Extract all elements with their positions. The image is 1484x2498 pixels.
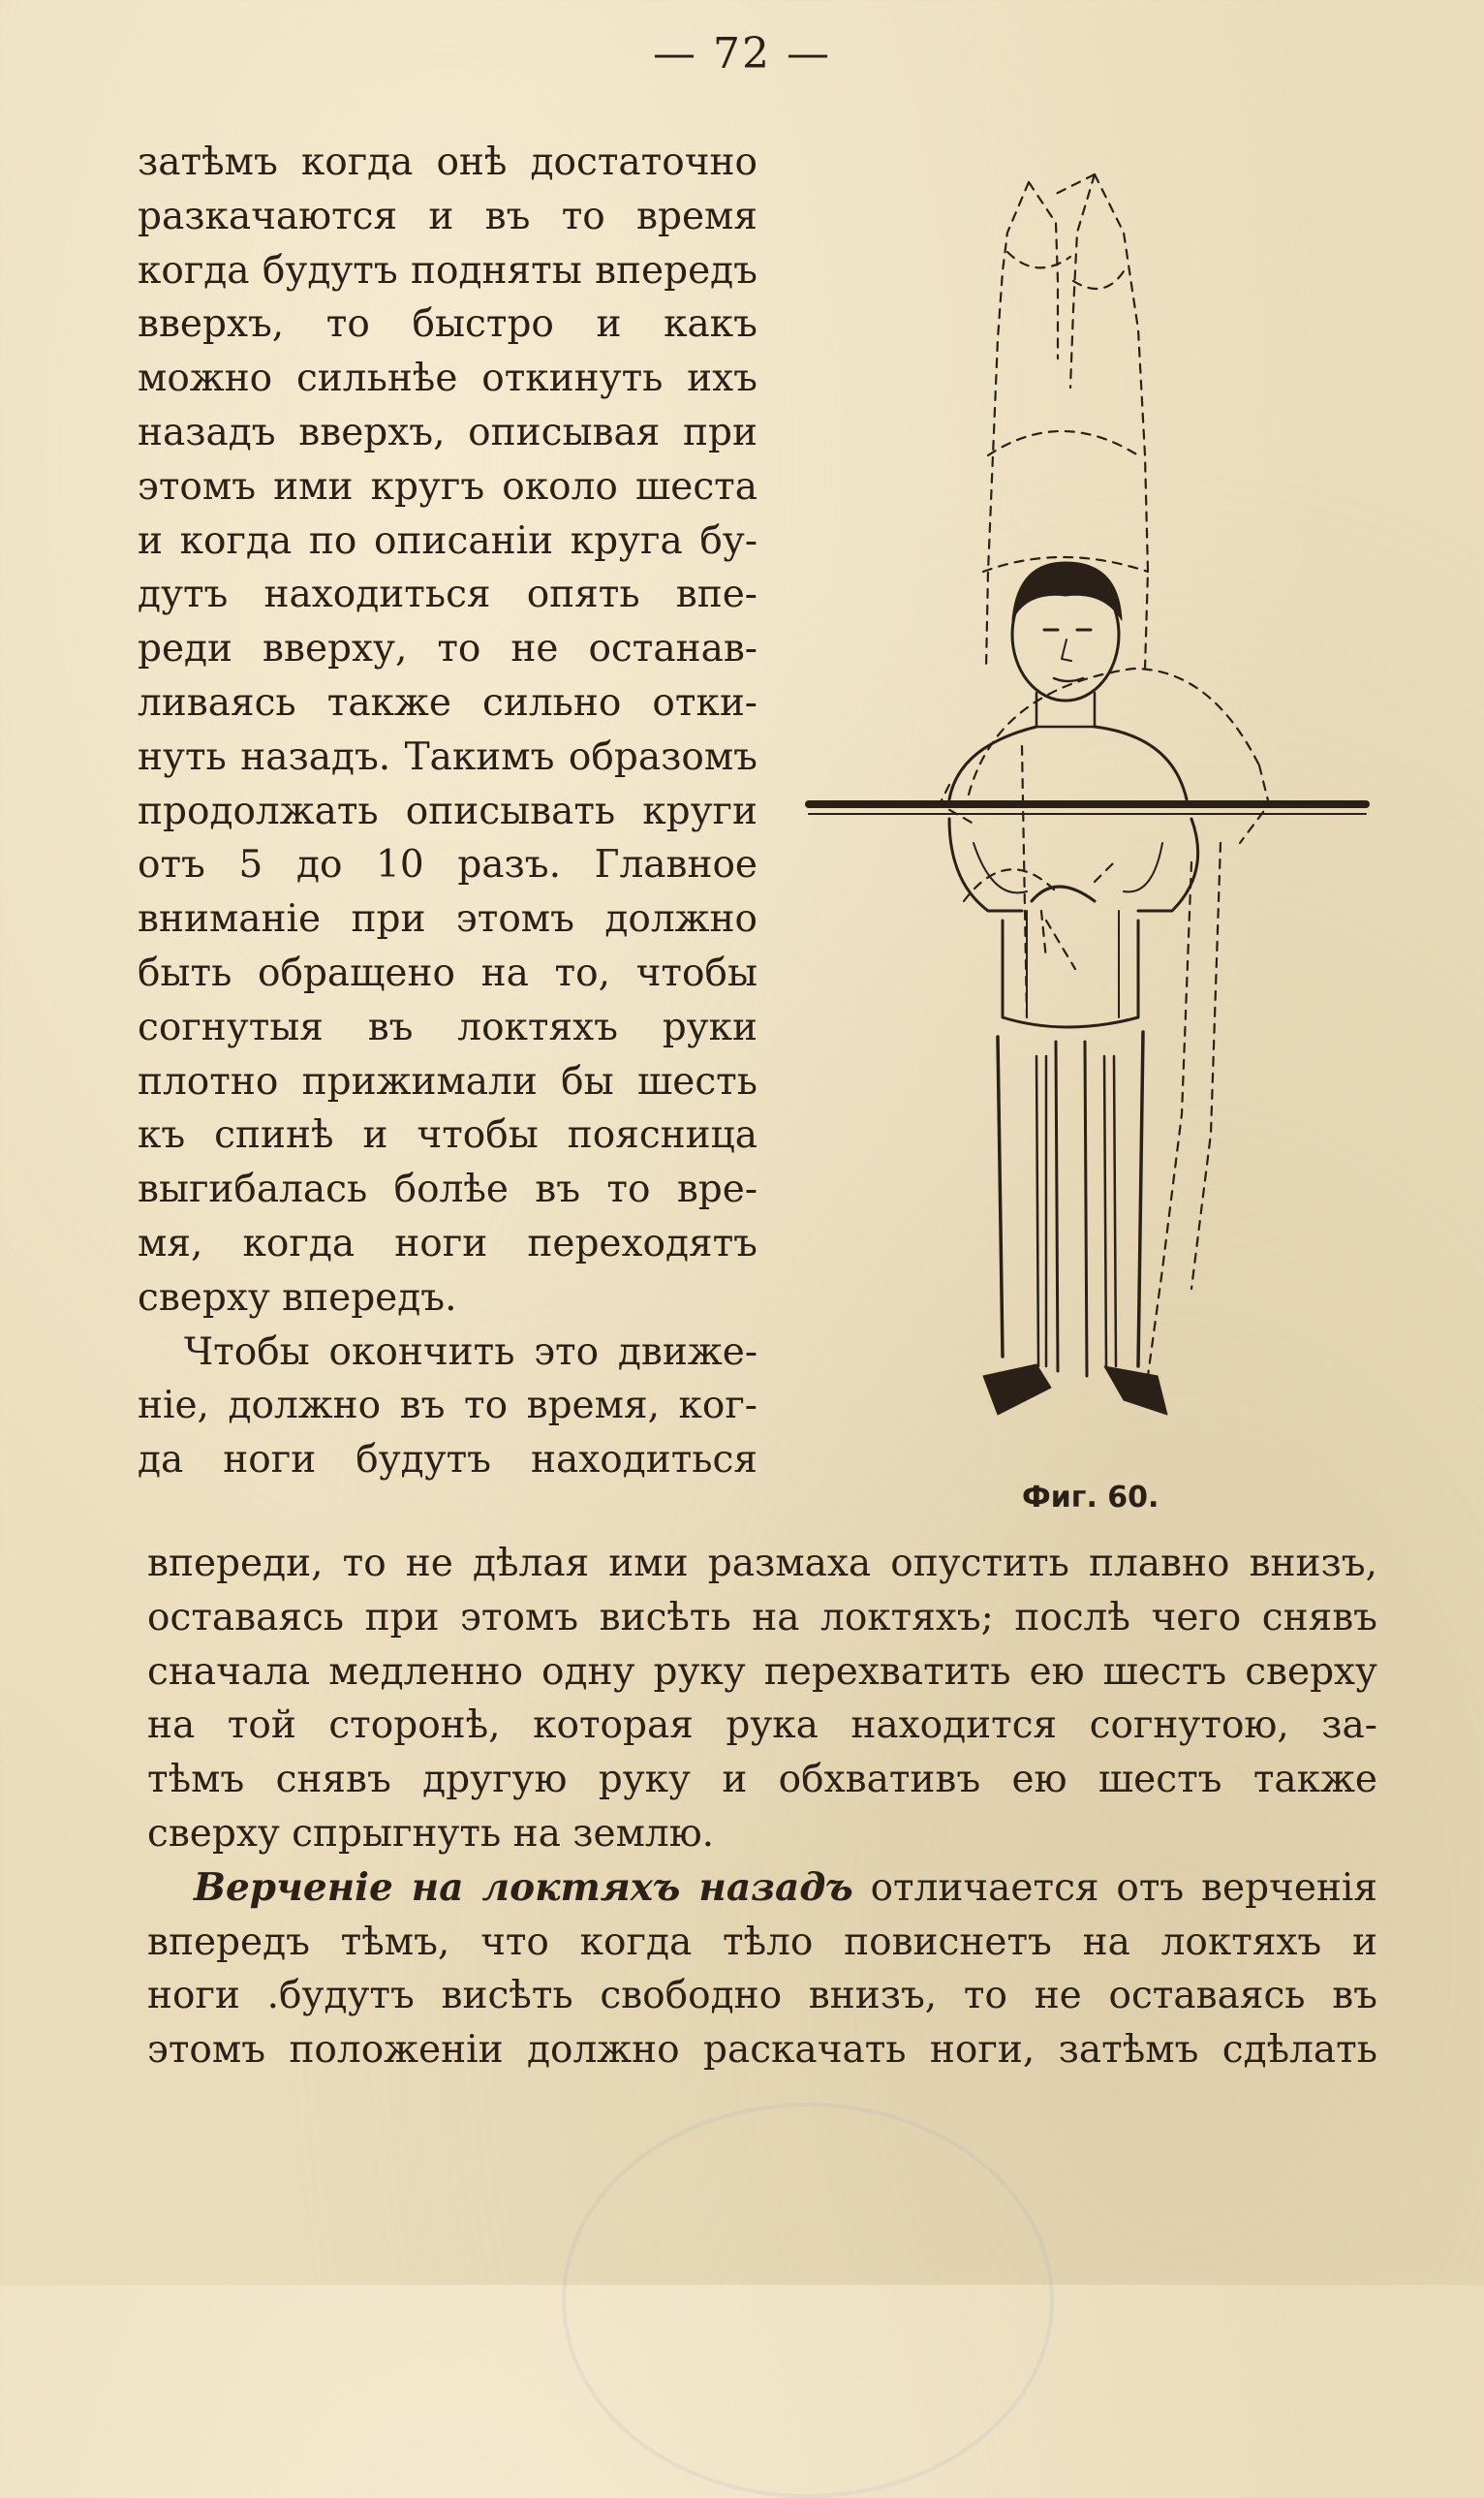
text-line: согнутыя въ локтяхъ руки: [138, 1005, 757, 1049]
text-line: отъ 5 до 10 разъ. Главное: [138, 843, 757, 888]
text-line: ливаясь также сильно отки-: [138, 680, 757, 725]
text-line: продолжать описывать круги: [138, 789, 757, 833]
full-width-text: [147, 1537, 1377, 2077]
text-line: Чтобы окончить это движе-: [184, 1329, 757, 1374]
text-line: выгибалась болѣе въ то вре-: [138, 1168, 757, 1212]
text-line: на той сторонѣ, которая рука находится согнутою, за-: [147, 1703, 1377, 1748]
text-line: ноги .будутъ висѣть свободно внизъ, то не оставаясь въ: [147, 1974, 1377, 2018]
text-line: нуть назадъ. Такимъ образомъ: [138, 734, 757, 779]
text-line: дутъ находиться опять впе-: [138, 573, 757, 617]
text-line: впередъ тѣмъ, что когда тѣло повиснетъ на локтяхъ и: [147, 1920, 1377, 1964]
text-line: мя, когда ноги переходятъ: [138, 1221, 757, 1265]
text-line: этомъ ими кругъ около шеста: [138, 464, 757, 509]
figure-caption: Фиг. 60.: [1022, 1481, 1159, 1514]
text-line: тѣмъ снявъ другую руку и обхвативъ ею шестъ также: [147, 1758, 1377, 1802]
figure-illustration: [804, 165, 1376, 1444]
text-line: реди вверху, то не останав-: [138, 627, 757, 671]
text-line: разкачаются и въ то время: [138, 194, 757, 238]
text-line: назадъ вверхъ, описывая при: [138, 410, 757, 454]
text-line: затѣмъ когда онѣ достаточно: [138, 141, 757, 184]
text-line: нiе, должно въ то время, ког-: [138, 1384, 757, 1428]
text-line: оставаясь при этомъ висѣть на локтяхъ; послѣ чего снявъ: [147, 1595, 1377, 1639]
text-line: да ноги будутъ находиться: [138, 1438, 757, 1483]
paragraph-2-first-line: [147, 1861, 1377, 1916]
text-line: вниманiе при этомъ должно: [138, 897, 757, 942]
text-line: сверху впередъ.: [138, 1275, 457, 1320]
text-line: этомъ положенiи должно раскачать ноги, затѣмъ сдѣлать: [147, 2028, 1377, 2073]
text-line: сначала медленно одну руку перехватить ею шестъ сверху: [147, 1649, 1377, 1694]
text-line: вверхъ, то быстро и какъ: [138, 302, 757, 347]
text-line: плотно прижимали бы шесть: [138, 1059, 757, 1104]
text-line: сверху спрыгнуть на землю.: [147, 1811, 715, 1856]
library-stamp: [562, 2103, 1054, 2498]
text-line: впереди, то не дѣлая ими размаха опустить плавно внизъ,: [147, 1542, 1377, 1585]
text-line: и когда по описанiи круга бу-: [138, 518, 757, 563]
text-line: когда будутъ подняты впередъ: [138, 248, 757, 293]
page-number: — 72 —: [653, 29, 831, 78]
text-fragment: отличается отъ верченiя: [852, 1865, 1377, 1910]
text-line: къ спинѣ и чтобы поясница: [138, 1113, 757, 1158]
text-line: можно сильнѣе откинуть ихъ: [138, 357, 757, 401]
text-line: быть обращено на то, чтобы: [138, 951, 757, 995]
left-column-text: [138, 136, 757, 1487]
italic-heading: Верченiе на локтяхъ назадъ: [194, 1864, 853, 1910]
